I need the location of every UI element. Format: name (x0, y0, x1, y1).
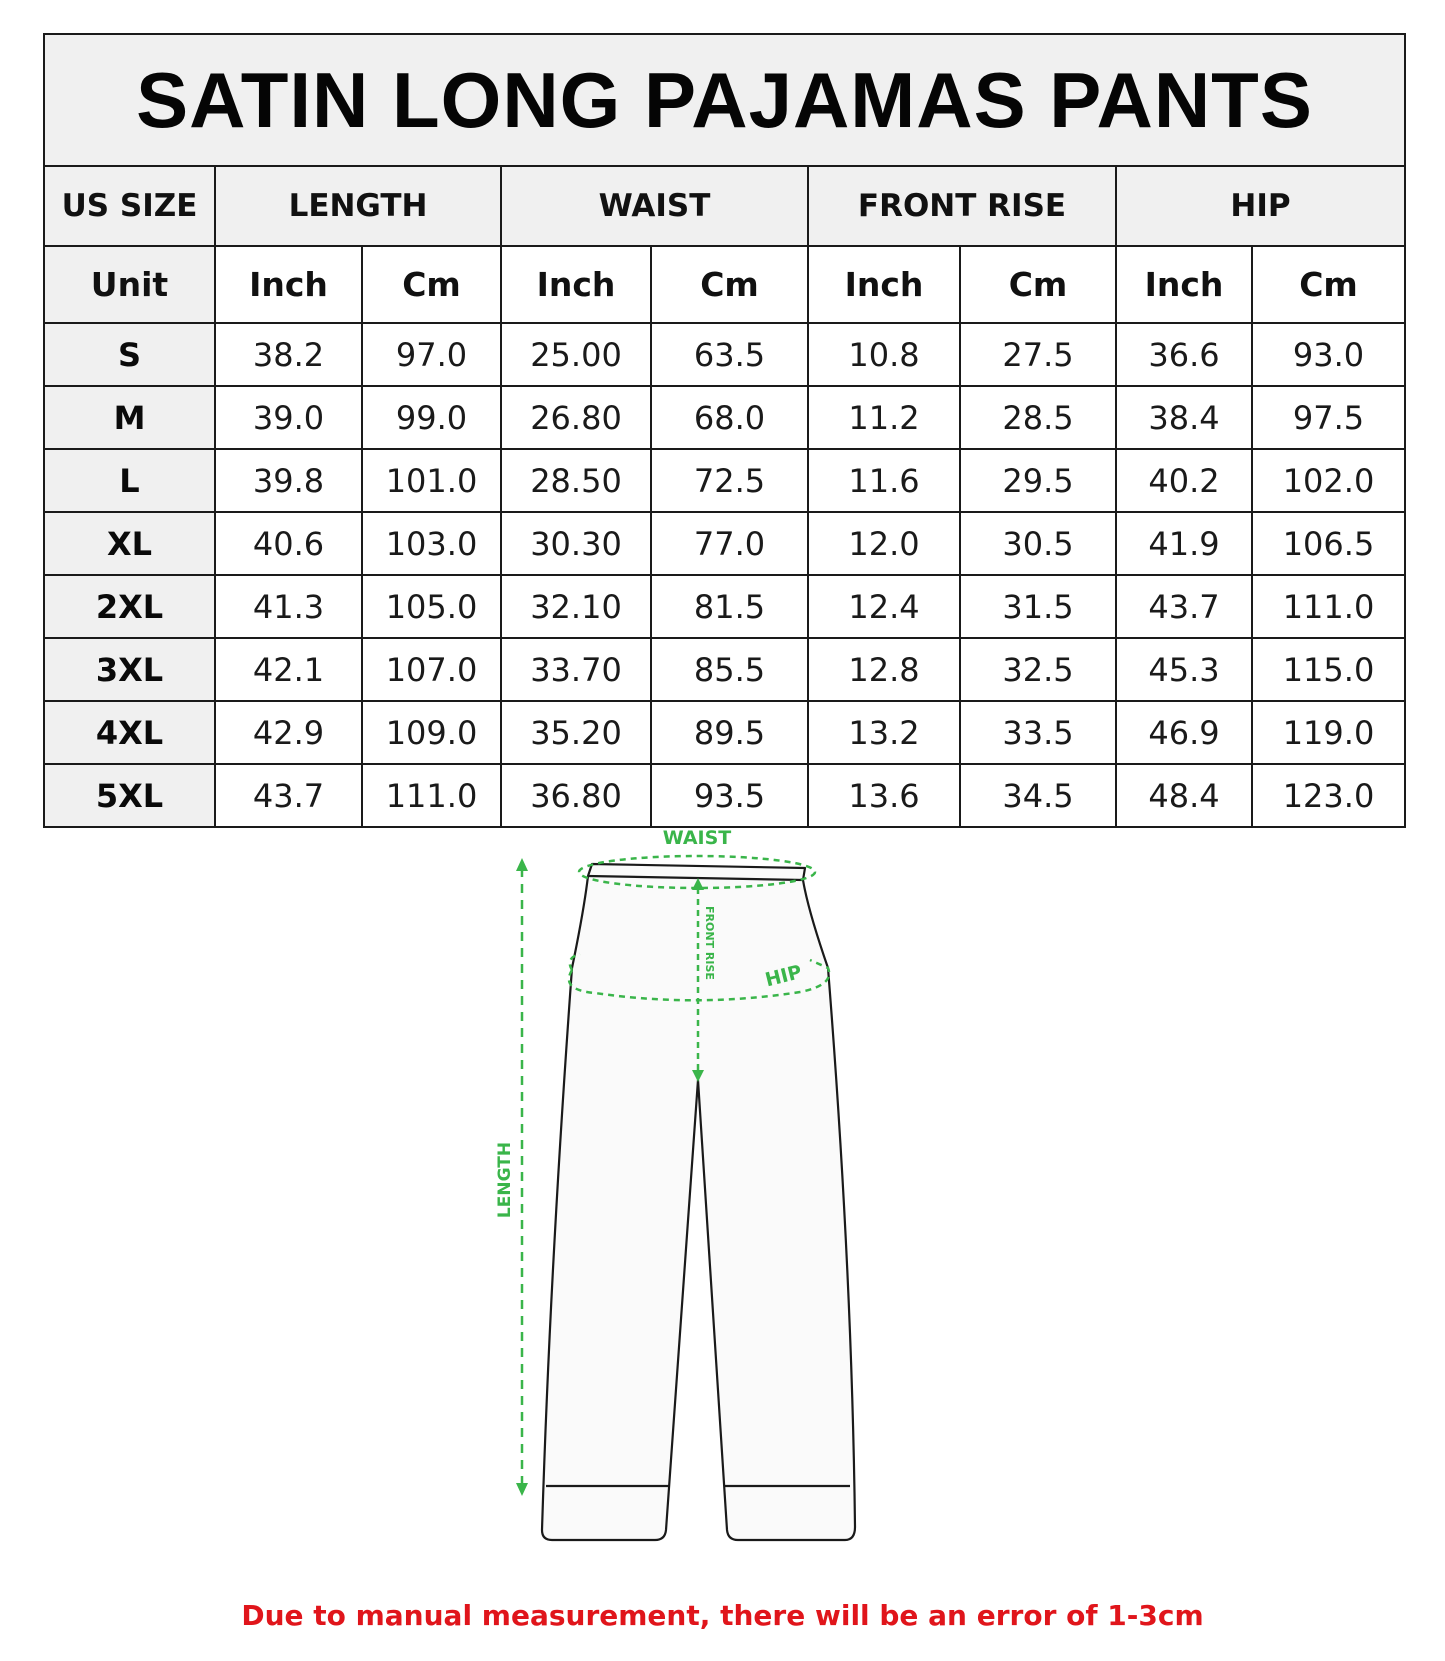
cell-length-cm: 99.0 (362, 386, 501, 449)
table-row (44, 512, 1405, 575)
size-label: S (44, 323, 215, 386)
cell-length-in: 40.6 (215, 512, 362, 575)
unit-inch: Inch (215, 246, 362, 323)
cell-waist-cm: 93.5 (651, 764, 808, 827)
cell-rise-cm: 29.5 (960, 449, 1116, 512)
table-row (44, 638, 1405, 701)
size-chart (43, 33, 1404, 828)
cell-rise-cm: 34.5 (960, 764, 1116, 827)
hip-label: HIP (762, 961, 805, 992)
cell-length-in: 39.8 (215, 449, 362, 512)
cell-length-in: 42.1 (215, 638, 362, 701)
unit-cm: Cm (960, 246, 1116, 323)
cell-rise-in: 11.2 (808, 386, 960, 449)
table-row (44, 575, 1405, 638)
cell-hip-in: 46.9 (1116, 701, 1252, 764)
cell-length-cm: 107.0 (362, 638, 501, 701)
length-arrow-bottom (516, 1483, 528, 1496)
table-row (44, 386, 1405, 449)
cell-waist-in: 35.20 (501, 701, 651, 764)
cell-hip-in: 48.4 (1116, 764, 1252, 827)
length-label: LENGTH (495, 1141, 515, 1219)
cell-waist-cm: 81.5 (651, 575, 808, 638)
cell-rise-cm: 31.5 (960, 575, 1116, 638)
cell-hip-in: 40.2 (1116, 449, 1252, 512)
cell-waist-in: 36.80 (501, 764, 651, 827)
cell-waist-cm: 63.5 (651, 323, 808, 386)
size-label: XL (44, 512, 215, 575)
unit-inch: Inch (501, 246, 651, 323)
cell-rise-cm: 32.5 (960, 638, 1116, 701)
cell-hip-cm: 115.0 (1252, 638, 1405, 701)
cell-rise-in: 12.4 (808, 575, 960, 638)
unit-inch: Inch (808, 246, 960, 323)
table-row (44, 764, 1405, 827)
header-row (44, 166, 1405, 246)
cell-waist-cm: 85.5 (651, 638, 808, 701)
size-label: L (44, 449, 215, 512)
header-us-size: US SIZE (44, 166, 215, 246)
cell-length-in: 43.7 (215, 764, 362, 827)
size-label: M (44, 386, 215, 449)
header-waist: WAIST (501, 166, 808, 246)
length-arrow-top (516, 858, 528, 871)
cell-waist-cm: 89.5 (651, 701, 808, 764)
cell-length-cm: 111.0 (362, 764, 501, 827)
cell-length-in: 39.0 (215, 386, 362, 449)
unit-cm: Cm (651, 246, 808, 323)
size-label: 5XL (44, 764, 215, 827)
header-length: LENGTH (215, 166, 501, 246)
front-rise-label: FRONT RISE (703, 906, 716, 980)
cell-waist-in: 25.00 (501, 323, 651, 386)
unit-label: Unit (44, 246, 215, 323)
pants-measurement-diagram (480, 827, 950, 1595)
cell-length-in: 41.3 (215, 575, 362, 638)
pants-diagram-svg (480, 827, 950, 1595)
cell-waist-in: 32.10 (501, 575, 651, 638)
cell-rise-in: 13.6 (808, 764, 960, 827)
unit-cm: Cm (362, 246, 501, 323)
cell-length-cm: 97.0 (362, 323, 501, 386)
cell-hip-in: 43.7 (1116, 575, 1252, 638)
waist-label: WAIST (662, 827, 732, 849)
cell-waist-cm: 77.0 (651, 512, 808, 575)
size-label: 4XL (44, 701, 215, 764)
cell-hip-cm: 102.0 (1252, 449, 1405, 512)
cell-waist-cm: 72.5 (651, 449, 808, 512)
measurement-note: Due to manual measurement, there will be an error of 1-3cm (241, 1599, 1204, 1632)
cell-waist-in: 28.50 (501, 449, 651, 512)
size-table (43, 33, 1406, 828)
header-hip: HIP (1116, 166, 1405, 246)
cell-hip-cm: 111.0 (1252, 575, 1405, 638)
cell-length-cm: 103.0 (362, 512, 501, 575)
table-row (44, 701, 1405, 764)
table-row (44, 449, 1405, 512)
header-front-rise: FRONT RISE (808, 166, 1116, 246)
cell-length-cm: 101.0 (362, 449, 501, 512)
cell-length-in: 38.2 (215, 323, 362, 386)
size-label: 3XL (44, 638, 215, 701)
cell-rise-cm: 33.5 (960, 701, 1116, 764)
cell-hip-in: 45.3 (1116, 638, 1252, 701)
cell-waist-in: 30.30 (501, 512, 651, 575)
cell-rise-cm: 30.5 (960, 512, 1116, 575)
cell-rise-in: 11.6 (808, 449, 960, 512)
cell-hip-in: 41.9 (1116, 512, 1252, 575)
cell-length-in: 42.9 (215, 701, 362, 764)
cell-rise-cm: 27.5 (960, 323, 1116, 386)
cell-hip-cm: 119.0 (1252, 701, 1405, 764)
cell-rise-in: 12.0 (808, 512, 960, 575)
table-row (44, 323, 1405, 386)
cell-rise-cm: 28.5 (960, 386, 1116, 449)
cell-waist-in: 26.80 (501, 386, 651, 449)
size-rows (44, 323, 1405, 827)
size-label: 2XL (44, 575, 215, 638)
cell-length-cm: 105.0 (362, 575, 501, 638)
cell-hip-cm: 93.0 (1252, 323, 1405, 386)
cell-waist-in: 33.70 (501, 638, 651, 701)
cell-waist-cm: 68.0 (651, 386, 808, 449)
cell-hip-in: 36.6 (1116, 323, 1252, 386)
cell-rise-in: 10.8 (808, 323, 960, 386)
cell-hip-cm: 106.5 (1252, 512, 1405, 575)
unit-cm: Cm (1252, 246, 1405, 323)
cell-hip-cm: 123.0 (1252, 764, 1405, 827)
cell-length-cm: 109.0 (362, 701, 501, 764)
cell-rise-in: 13.2 (808, 701, 960, 764)
cell-rise-in: 12.8 (808, 638, 960, 701)
cell-hip-cm: 97.5 (1252, 386, 1405, 449)
cell-hip-in: 38.4 (1116, 386, 1252, 449)
unit-inch: Inch (1116, 246, 1252, 323)
chart-title: SATIN LONG PAJAMAS PANTS (44, 34, 1405, 166)
unit-row (44, 246, 1405, 323)
